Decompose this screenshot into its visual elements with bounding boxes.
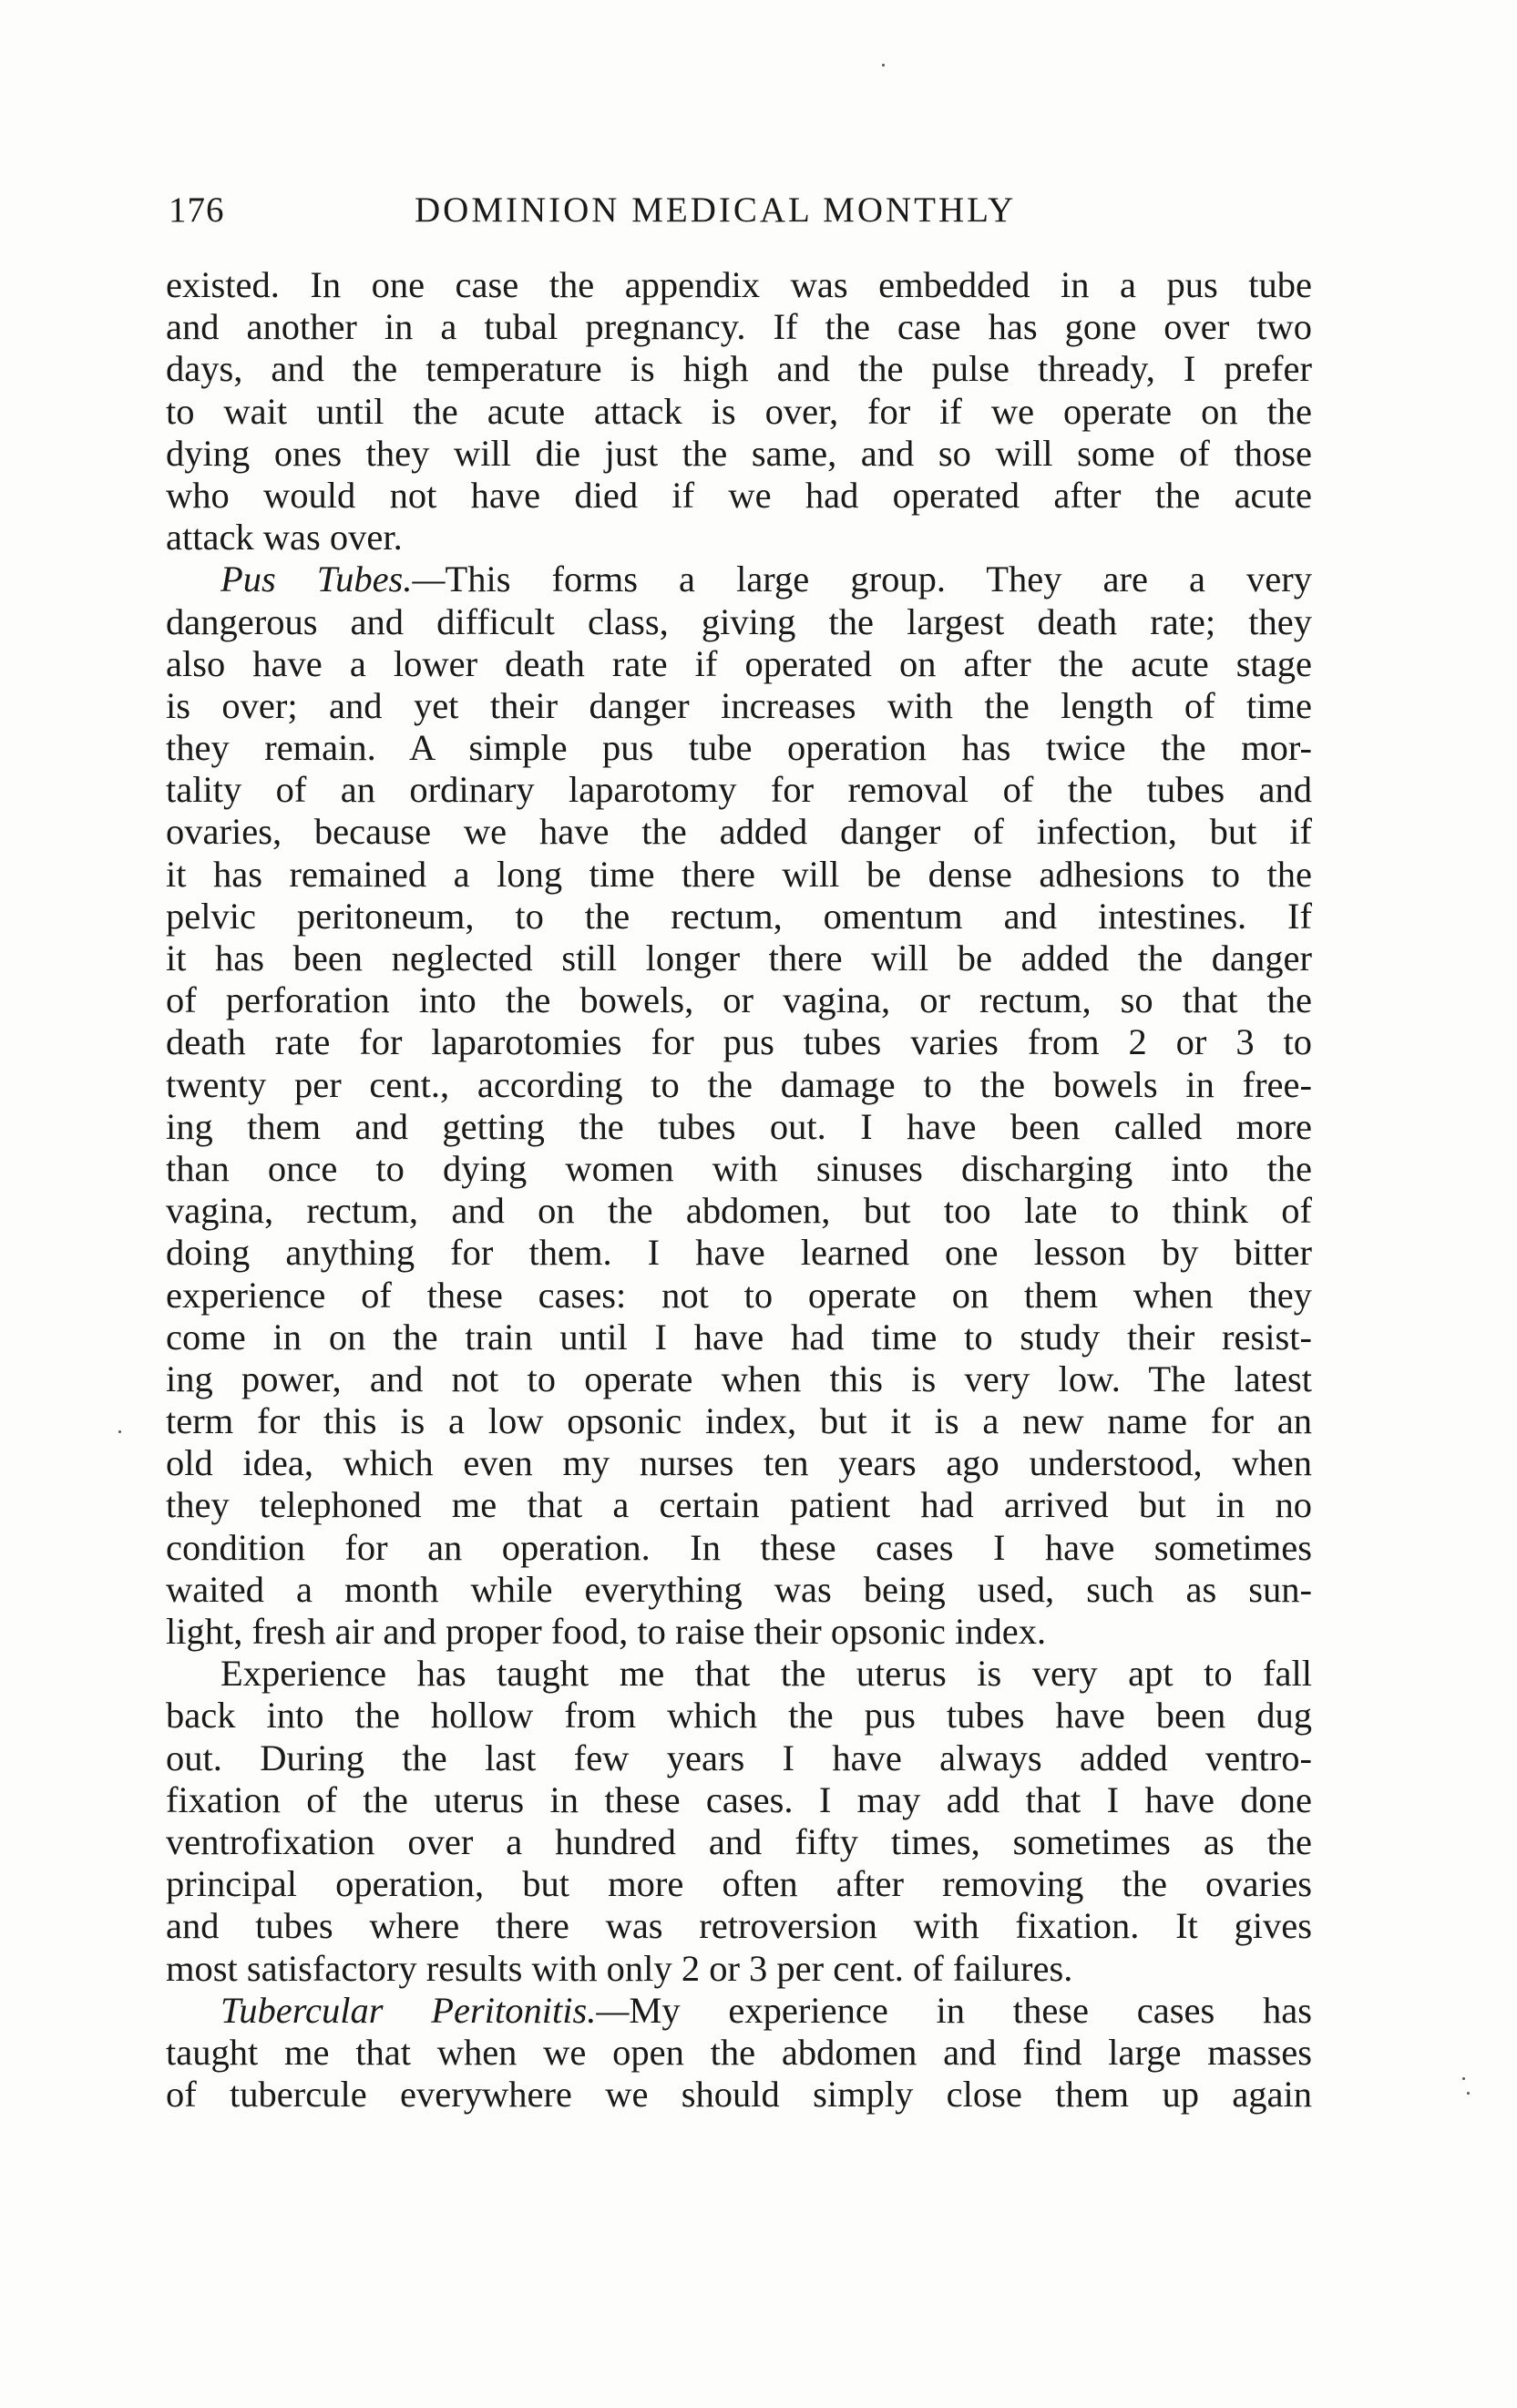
body-text xyxy=(166,264,1312,2116)
paper-speck xyxy=(882,64,885,67)
text-line: they telephoned me that a certain patient had arrived but in no xyxy=(166,1484,1312,1526)
text-line: of tubercule everywhere we should simply close them up again xyxy=(166,2074,1312,2116)
text-line: My experience in these cases has xyxy=(629,1989,1312,2031)
paper-speck xyxy=(118,1430,121,1433)
text-line: and tubes where there was retroversion with fixation. It gives xyxy=(166,1905,1312,1947)
paper-speck xyxy=(1467,2092,1470,2095)
text-line: Experience has taught me that the uterus is very apt to fall xyxy=(220,1653,1312,1695)
text-line: ovaries, because we have the added danger of infection, but if xyxy=(166,811,1312,853)
text-line: principal operation, but more often after removing the ovaries xyxy=(166,1863,1312,1905)
text-line: than once to dying women with sinuses discharging into the xyxy=(166,1147,1312,1189)
text-line: most satisfactory results with only 2 or 3 per cent. of failures. xyxy=(166,1947,1073,1989)
text-line: dangerous and difficult class, giving the largest death rate; they xyxy=(166,600,1312,642)
text-line: ventrofixation over a hundred and fifty times, sometimes as the xyxy=(166,1820,1312,1862)
text-line: fixation of the uterus in these cases. I may add that I have done xyxy=(166,1778,1312,1820)
section-heading-tubercular-peritonitis: Tubercular Peritonitis.— xyxy=(220,1989,630,2031)
text-line: death rate for laparotomies for pus tubes varies from 2 or 3 to xyxy=(166,1021,1312,1063)
text-line: taught me that when we open the abdomen and find large masses xyxy=(166,2031,1312,2073)
text-line: and another in a tubal pregnancy. If the case has gone over two xyxy=(166,306,1312,348)
text-line: attack was over. xyxy=(166,517,403,558)
text-line: ing them and getting the tubes out. I have been called more xyxy=(166,1105,1312,1147)
text-line: doing anything for them. I have learned one lesson by bitter xyxy=(166,1232,1312,1274)
text-line: experience of these cases: not to operate on them when they xyxy=(166,1274,1312,1316)
section-heading-pus-tubes: Pus Tubes.— xyxy=(220,558,446,600)
paragraph-start-pus-tubes xyxy=(166,558,1312,600)
text-line: also have a lower death rate if operated on after the acute stage xyxy=(166,642,1312,684)
text-line: dying ones they will die just the same, and so will some of those xyxy=(166,432,1312,474)
text-line: they remain. A simple pus tube operation has twice the mor- xyxy=(166,727,1312,769)
text-line: it has been neglected still longer there will be added the danger xyxy=(166,938,1312,979)
paragraph-start-tubercular-peritonitis xyxy=(166,1990,1312,2032)
text-line: back into the hollow from which the pus tubes have been dug xyxy=(166,1695,1312,1737)
text-line: is over; and yet their danger increases with the length of time xyxy=(166,684,1312,726)
text-line: existed. In one case the appendix was embedded in a pus tube xyxy=(166,264,1312,305)
text-line: come in on the train until I have had time to study their resist- xyxy=(166,1316,1312,1358)
text-line: who would not have died if we had operated after the acute xyxy=(166,474,1312,516)
text-line: twenty per cent., according to the damage to the bowels in free- xyxy=(166,1063,1312,1105)
text-line: days, and the temperature is high and the pulse thready, I prefer xyxy=(166,348,1312,390)
text-line: old idea, which even my nurses ten years ago understood, when xyxy=(166,1442,1312,1484)
text-line: out. During the last few years I have always added ventro- xyxy=(166,1737,1312,1778)
text-line: waited a month while everything was being used, such as sun- xyxy=(166,1568,1312,1610)
text-line: This forms a large group. They are a very xyxy=(445,558,1312,600)
page-number: 176 xyxy=(169,190,225,230)
text-line: vagina, rectum, and on the abdomen, but too late to think of xyxy=(166,1190,1312,1232)
text-line: pelvic peritoneum, to the rectum, omentum and intestines. If xyxy=(166,895,1312,937)
text-line: it has remained a long time there will be dense adhesions to the xyxy=(166,853,1312,895)
text-line: of perforation into the bowels, or vagina, or rectum, so that the xyxy=(166,979,1312,1021)
journal-title: DOMINION MEDICAL MONTHLY xyxy=(415,190,1017,230)
paper-speck xyxy=(1462,2077,1465,2080)
text-line: to wait until the acute attack is over, for if we operate on the xyxy=(166,390,1312,432)
text-line: condition for an operation. In these cases I have sometimes xyxy=(166,1526,1312,1568)
text-line: light, fresh air and proper food, to raise their opsonic index. xyxy=(166,1611,1047,1652)
text-line: term for this is a low opsonic index, but it is a new name for an xyxy=(166,1400,1312,1442)
running-header xyxy=(169,190,1317,244)
text-line: tality of an ordinary laparotomy for removal of the tubes and xyxy=(166,769,1312,811)
text-line: ing power, and not to operate when this is very low. The latest xyxy=(166,1358,1312,1399)
